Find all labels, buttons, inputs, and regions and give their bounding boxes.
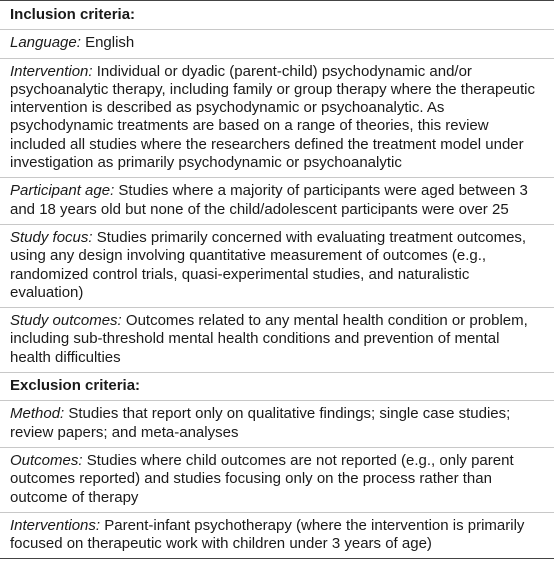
inclusion-study-outcomes-row: [0, 307, 554, 372]
exclusion-outcomes-row: [0, 447, 554, 512]
criterion-text: English: [80, 34, 135, 52]
criterion-label: Study focus:: [10, 228, 93, 246]
inclusion-participant-age-row: [0, 177, 554, 224]
criterion-label: Method:: [10, 405, 65, 423]
exclusion-interventions-row: [0, 512, 554, 560]
criterion-label: Study outcomes:: [10, 312, 122, 330]
exclusion-method-row: [0, 400, 554, 447]
criterion-label: Outcomes:: [10, 451, 83, 469]
criterion-text: Studies primarily concerned with evaluating treatment outcomes, using any design involving quantitative measurement of outcomes (e.g., randomized control trials, quasi-experimental studies, and naturalistic evaluation): [10, 228, 527, 301]
criterion-label: Language:: [10, 34, 81, 52]
criterion-label: Interventions:: [10, 516, 101, 534]
criterion-label: Intervention:: [10, 62, 93, 80]
exclusion-criteria-heading: Exclusion criteria:: [0, 372, 554, 400]
criterion-label: Participant age:: [10, 182, 115, 200]
criterion-text: Individual or dyadic (parent-child) psychodynamic and/or psychoanalytic therapy, including family or group therapy where the therapeutic intervention is described as psychodynamic or psychoanalytic. As psychodynamic treatments are based on a range of theories, this review included all studies where the researchers defined the treatment model under investigation as primarily psychodynamic or psychoanalytic: [10, 62, 536, 172]
criterion-text: Studies where child outcomes are not reported (e.g., only parent outcomes reported) and studies focusing only on the process rather than outcome of therapy: [10, 451, 514, 506]
criterion-text: Outcomes related to any mental health condition or problem, including sub-threshold mental health conditions and prevention of mental health difficulties: [10, 312, 528, 366]
criterion-text: Studies that report only on qualitative findings; single case studies; review papers; and meta-analyses: [10, 405, 511, 441]
criterion-text: Studies where a majority of participants were aged between 3 and 18 years old but none of the child/adolescent participants were over 25: [10, 182, 528, 218]
inclusion-language-row: [0, 29, 554, 57]
inclusion-study-focus-row: [0, 224, 554, 307]
criterion-text: Parent-infant psychotherapy (where the intervention is primarily focused on therapeutic work with children under 3 years of age): [10, 516, 525, 553]
inclusion-intervention-row: [0, 58, 554, 178]
inclusion-criteria-heading: Inclusion criteria:: [0, 0, 554, 29]
